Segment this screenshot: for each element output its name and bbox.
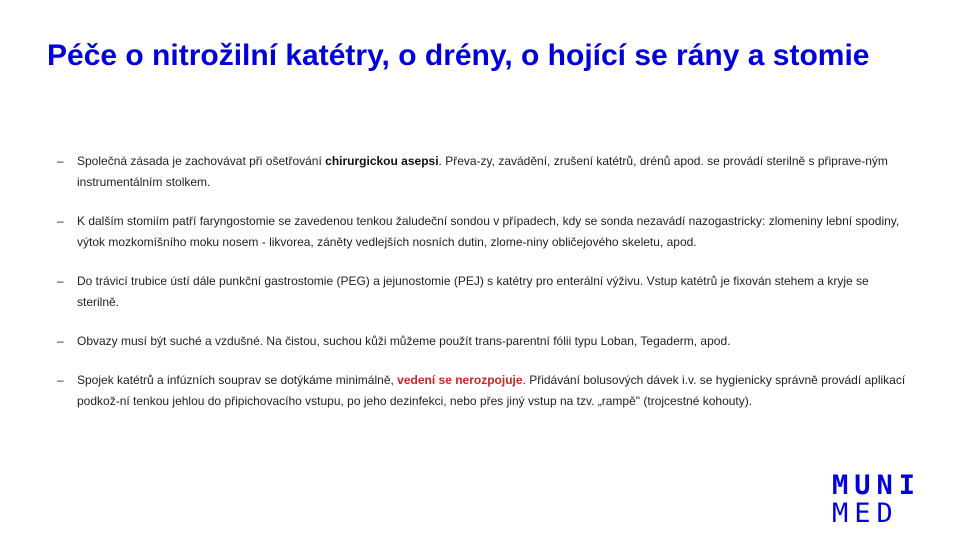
slide-title: Péče o nitrožilní katétry, o drény, o hojící se rány a stomie bbox=[47, 39, 870, 72]
bullet-dash: – bbox=[57, 334, 64, 348]
muni-med-logo bbox=[832, 472, 921, 528]
bullet-dash: – bbox=[57, 373, 64, 387]
bullet-text: . Přidávání bolusových dávek i.v. se hygienicky správně provádí aplikací podkož-ní tenkou jehlou do připichovacího vstupu, po jeho dezinfekci, nebo přes jiný vstup na tzv. „rampě" (trojcestné kohouty). bbox=[77, 373, 906, 408]
bullet-list bbox=[57, 151, 907, 430]
bullet-dash: – bbox=[57, 274, 64, 288]
bullet-item bbox=[57, 370, 907, 412]
bullet-text: Společná zásada je zachovávat při ošetřování bbox=[77, 154, 326, 168]
bullet-text: Obvazy musí být suché a vzdušné. Na čistou, suchou kůži můžeme použít trans-parentní fólii typu Loban, Tegaderm, apod. bbox=[77, 334, 731, 348]
bullet-item bbox=[57, 271, 907, 313]
bullet-text: . Převa-zy, zavádění, zrušení katétrů, drénů apod. se provádí sterilně s připrave-ným instrumentálním stolkem. bbox=[77, 154, 888, 189]
bullet-dash: – bbox=[57, 214, 64, 228]
bullet-item bbox=[57, 211, 907, 253]
logo-line-muni: MUNI bbox=[832, 470, 922, 501]
bullet-text: K dalším stomiím patří faryngostomie se zavedenou tenkou žaludeční sondou v případech, kdy se sonda nezavádí nazogastricky: zlomeniny lební spodiny, výtok mozkomíšního moku nosem - likvorea, záněty vedlejších nosních dutin, zlome-niny obličejového skeletu, apod. bbox=[77, 214, 900, 249]
logo-line-med: MED bbox=[832, 498, 899, 529]
bullet-item bbox=[57, 151, 907, 193]
bullet-dash: – bbox=[57, 154, 64, 168]
highlight-text: vedení se nerozpojuje bbox=[397, 373, 523, 387]
emphasis-text: chirurgickou asepsi bbox=[325, 154, 439, 168]
bullet-item bbox=[57, 331, 907, 352]
bullet-text: Spojek katétrů a infúzních souprav se dotýkáme minimálně, bbox=[77, 373, 398, 387]
bullet-text: Do trávicí trubice ústí dále punkční gastrostomie (PEG) a jejunostomie (PEJ) s katétry pro enterální výživu. Vstup katétrů je fixován stehem a kryje se sterilně. bbox=[77, 274, 869, 309]
